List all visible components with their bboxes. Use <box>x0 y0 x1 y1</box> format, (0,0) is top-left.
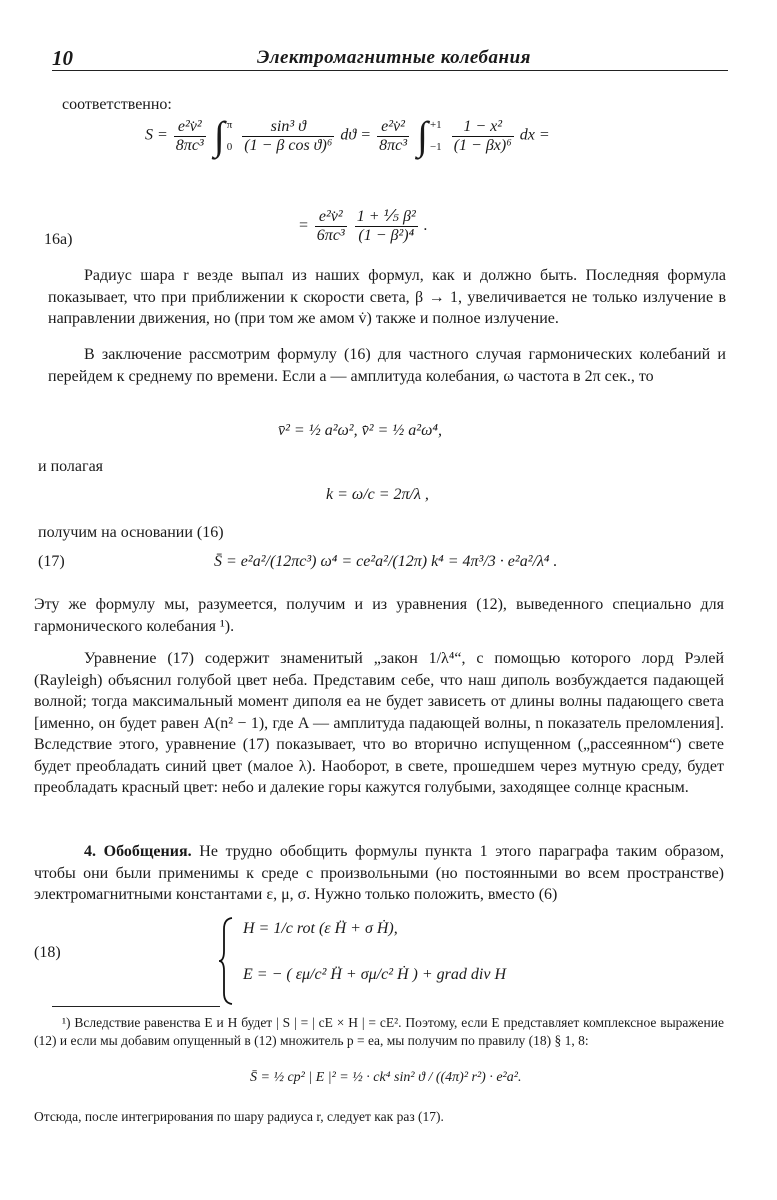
left-brace-icon <box>218 917 234 1005</box>
paragraph-3: Эту же формулу мы, разумеется, получим и из уравнения (12), выведенного специально для гармонического колебания ¹). <box>34 596 724 635</box>
section-4-title: 4. Обобщения. <box>84 843 192 860</box>
footnote-conclusion: Отсюда, после интегрирования по шару радиуса r, следует как раз (17). <box>34 1109 444 1124</box>
footnote-text: ¹) Вследствие равенства E и H будет | S | = | cE × H | = cE². Поэтому, если E представляет комплексное выражение (12) и если мы добавим опущенный в (12) множитель p = ea, мы получим по правилу (18) § 1, 8: <box>34 1015 724 1048</box>
paragraph-4: Уравнение (17) содержит знаменитый „закон 1/λ⁴“, с помощью которого лорд Рэлей (Rayleigh) объяснил голубой цвет неба. Представим себе, что наш диполь возбуждается падающей волной; тогда максимальный момент диполя ea не будет зависеть от длины волны падающего света [именно, он будет равен A(n² − 1), где A — амплитуда падающей волны, n показатель преломления]. Вследствие этого, уравнение (17) показывает, что во вторично испущенном („рассеянном“) свете будет преобладать синий цвет (малое λ). Наоборот, в свете, прошедшем через мутную среду, будет преобладать красный цвет: небо и далекие горы кажутся голубыми, заходящее солнце красным. <box>34 650 724 796</box>
eq17-label: (17) <box>38 553 65 570</box>
equation-k: k = ω/c = 2π/λ , <box>326 486 429 503</box>
eq18-label: (18) <box>34 944 61 961</box>
paragraph-1: Радиус шара r везде выпал из наших формул, как и должно быть. Последняя формула показывает, что при приближении к скорости света, β → 1, увеличивается не только излучение в направлении движения, но (при том же амом v̇) также и полное излучение. <box>48 267 726 327</box>
running-header <box>52 46 727 70</box>
eq16-frac4: $\frac{\text{1 − x²}}{\text{(1 − βx)⁶}}$ <box>453 117 512 154</box>
intro-word: соответственно: <box>62 96 172 113</box>
equation-18-line2: E = − ( εμ/c² Ḧ + σμ/c² Ḣ ) + grad div H <box>243 966 506 983</box>
equation-18-line1: H = 1/c rot (ε Ḧ + σ Ḣ), <box>243 920 398 937</box>
text-polagaya: и полагая <box>38 458 104 475</box>
eq16a-frac1: $\frac{\text{e²v̇²}}{\text{6πc³}}$ <box>316 208 345 244</box>
text-poluchim: получим на основании (16) <box>38 524 224 541</box>
page-number: 10 <box>52 46 73 70</box>
footnote-equation: S̄ = ½ cp² | E |² = ½ · ck⁴ sin² ϑ / ((4π)² r²) · e²a². <box>250 1070 522 1085</box>
integral-sign-1: ∫ <box>213 113 225 158</box>
equation-16a: = $\frac{\text{e²v̇²}}{\text{6πc³}}$ $\frac{\text{1 + ⅕ β²}}{\text{(1 − β²)⁴}}$ . <box>298 208 428 244</box>
equation-averages: v̄² = ½ a²ω², v̇̄² = ½ a²ω⁴, <box>278 422 442 439</box>
eq16-frac1: $\frac{\text{e²v̇²}}{\text{8πc³}}$ <box>175 117 204 154</box>
equation-17: S̄ = e²a²/(12πc³) ω⁴ = ce²a²/(12π) k⁴ = 4π³/3 · e²a²/λ⁴ . <box>214 553 558 570</box>
footnote-rule <box>52 1006 220 1007</box>
eq16-int2-limits: +1 −1 <box>429 119 442 153</box>
eq16-frac3: $\frac{\text{e²v̇²}}{\text{8πc³}}$ <box>379 117 407 154</box>
header-rule <box>52 70 728 71</box>
eq16a-label: 16a) <box>44 231 73 248</box>
equation-16-line1 <box>145 113 550 158</box>
eq16a-frac2: $\frac{\text{1 + ⅕ β²}}{\text{(1 − β²)⁴}}$ <box>356 208 416 244</box>
running-title: Электромагнитные колебания <box>257 47 531 68</box>
eq16-dvar1: dϑ = <box>340 126 372 144</box>
eq16-lhs: S = <box>145 126 168 144</box>
eq16-frac2: $\frac{\text{sin³ ϑ}}{\text{(1 − β cos ϑ)⁶}}$ <box>244 117 333 154</box>
eq16-dvar2: dx = <box>519 126 550 144</box>
paragraph-5: 4. Обобщения. Не трудно обобщить формулы пункта 1 этого параграфа таким образом, чтобы они были применимы к среде с произвольными (но постоянными во всем пространстве) электромагнитными константами ε, μ, σ. Нужно только положить, вместо (6) <box>34 843 725 903</box>
integral-sign-2: ∫ <box>417 113 428 158</box>
eq16-int1-limits: π 0 <box>226 119 233 153</box>
paragraph-2: В заключение рассмотрим формулу (16) для частного случая гармонических колебаний и перейдем к среднему по времени. Если a — амплитуда колебания, ω частота в 2π сек., то <box>48 346 726 385</box>
